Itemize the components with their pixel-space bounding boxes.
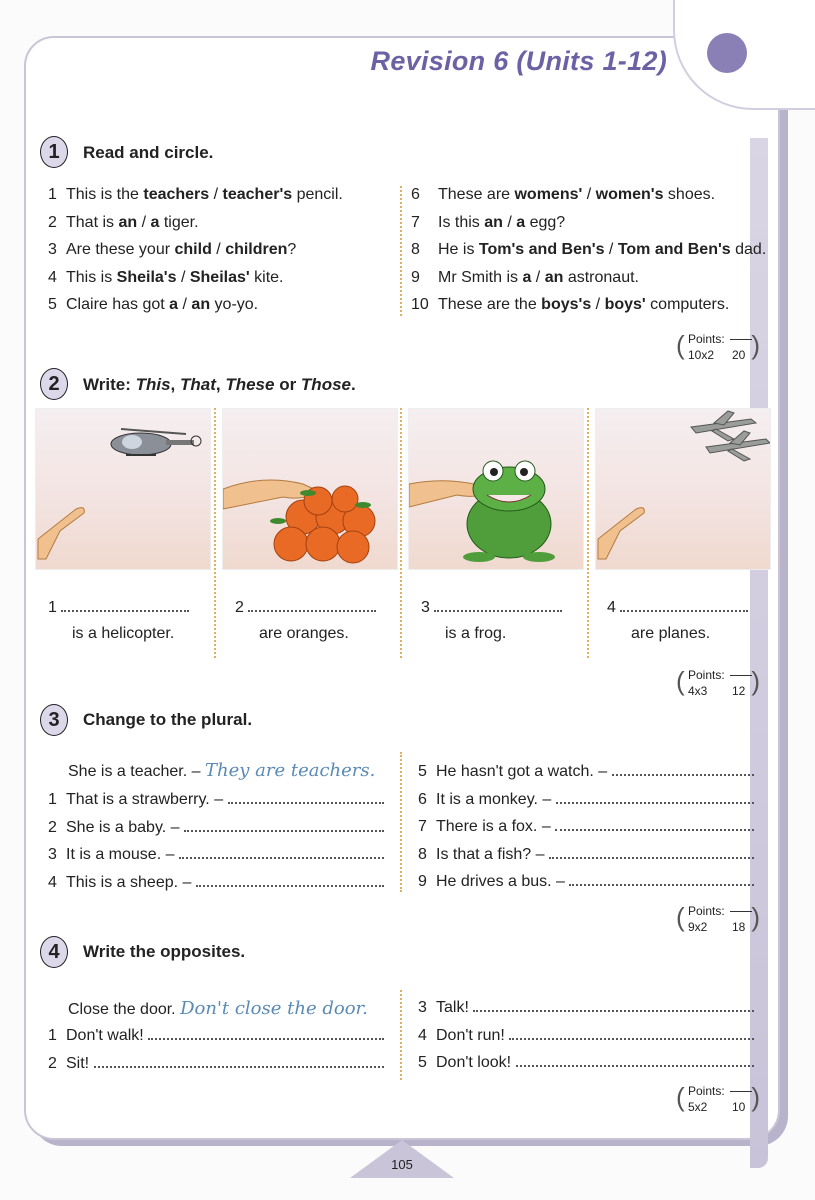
points-label: Points: [688,904,725,918]
item-number: 5 [418,1054,427,1071]
points-label: Points: [688,668,725,682]
exercise-2-divider-1 [214,408,216,658]
exercise-4-number: 4 [40,936,68,968]
list-item [418,817,754,836]
item-text: There is a fox. – [436,818,551,835]
list-item [48,873,384,892]
list-item [48,214,199,232]
item-number: 2 [235,599,244,616]
answer-line [48,598,189,617]
item-text: Sit! [66,1054,90,1072]
list-item [48,1054,384,1073]
item-number: 2 [48,213,57,231]
exercise-2-divider-3 [587,408,589,658]
list-item [48,241,296,259]
answer-line [607,598,748,617]
answer-blank[interactable] [196,873,384,887]
item-number: 4 [48,268,57,286]
exercise-4-points: ( ) Points: 5x2 10 [676,1082,760,1114]
list-item [418,1053,754,1072]
example-prompt: Close the door. [68,1001,176,1018]
answer-text: are oranges. [259,625,349,642]
list-item [48,845,384,864]
list-item [48,1026,384,1045]
points-calc: 5x2 [688,1100,708,1114]
item-number: 1 [48,186,57,203]
exercise-2-title: Write: This, That, These or Those. [83,375,356,394]
item-text: These are the boys's / boys' computers. [438,296,730,313]
answer-text: is a frog. [445,625,507,642]
page-number [350,1140,454,1180]
frog-illustration [409,409,583,569]
list-item [418,762,754,781]
points-total: 18 [732,920,746,934]
item-number: 10 [411,296,429,313]
answer-line [235,598,376,617]
list-item [411,269,639,287]
points-total: 20 [732,348,746,362]
list-item [48,186,343,204]
points-total: 10 [732,1100,746,1114]
item-text: This is Sheila's / Sheilas' kite. [66,268,284,286]
item-number: 8 [411,241,420,258]
answer-blank[interactable] [516,1053,754,1067]
list-item [411,296,729,314]
answer-blank[interactable] [555,817,754,831]
exercise-3-points: ( ) Points: 9x2 18 [676,902,760,934]
answer-blank[interactable] [473,998,754,1012]
item-text: These are womens' / women's shoes. [438,186,716,203]
exercise-3-example [68,760,375,781]
picture-oranges [222,408,398,570]
list-item [418,1026,754,1045]
answer-blank[interactable] [620,598,748,612]
answer-blank[interactable] [228,790,384,804]
list-item [411,214,565,232]
item-text: He hasn't got a watch. – [436,763,608,780]
picture-frog [408,408,584,570]
example-answer: Don't close the door. [180,998,368,1019]
exercise-1-title: Read and circle. [83,143,214,162]
item-number: 5 [418,763,427,780]
example-prompt: She is a teacher. – [68,763,201,780]
item-number: 4 [48,873,57,891]
points-calc: 4x3 [688,684,708,698]
picture-helicopter [35,408,211,570]
item-number: 6 [418,790,427,808]
exercise-4-title: Write the opposites. [83,942,246,961]
item-text: That is a strawberry. – [66,791,224,808]
item-text: Is that a fish? – [436,845,545,863]
item-number: 3 [48,846,57,863]
item-number: 4 [418,1026,427,1044]
points-label: Points: [688,332,725,346]
list-item [418,845,754,864]
corner-dot-icon [707,33,747,73]
item-text: It is a mouse. – [66,846,175,863]
item-text: Are these your child / children? [66,241,297,258]
exercise-2-points: ( ) Points: 4x3 12 [676,666,760,698]
item-number: 1 [48,791,57,808]
item-text: Don't look! [436,1054,512,1071]
exercise-1-points: ( ) Points: 10x2 20 [676,330,760,362]
list-item [418,872,754,891]
answer-blank[interactable] [612,762,754,776]
item-text: That is an / a tiger. [66,213,199,231]
answer-text: are planes. [631,625,711,642]
item-number: 4 [607,599,616,616]
item-number: 3 [418,999,427,1016]
item-text: Don't run! [436,1026,505,1044]
item-text: This is the teachers / teacher's pencil. [66,186,343,203]
exercise-3-number: 3 [40,704,68,736]
exercise-1-number: 1 [40,136,68,168]
item-text: Don't walk! [66,1027,144,1044]
list-item [48,269,284,287]
item-text: This is a sheep. – [66,873,192,891]
item-number: 2 [48,1054,57,1072]
answer-blank[interactable] [94,1054,384,1068]
item-number: 1 [48,599,57,616]
item-number: 7 [411,213,420,231]
answer-blank[interactable] [248,598,376,612]
item-number: 9 [411,268,420,286]
list-item [411,241,766,259]
answer-blank[interactable] [61,598,189,612]
item-number: 2 [48,818,57,836]
item-number: 7 [418,818,427,835]
planes-illustration [596,409,770,569]
exercise-3-divider [400,752,402,892]
item-number: 3 [421,599,430,616]
example-answer: They are teachers. [204,760,376,781]
answer-blank[interactable] [434,598,562,612]
exercise-2-number: 2 [40,368,68,400]
answer-blank[interactable] [569,872,754,886]
item-text: Mr Smith is a / an astronaut. [438,268,639,286]
points-total: 12 [732,684,746,698]
exercise-4-divider [400,990,402,1080]
item-number: 6 [411,186,420,203]
item-number: 8 [418,845,427,863]
picture-planes [595,408,771,570]
answer-blank[interactable] [184,818,384,832]
page-title: Revision 6 (Units 1-12) [370,46,667,76]
answer-blank[interactable] [179,845,384,859]
list-item [411,186,715,204]
helicopter-illustration [36,409,210,569]
exercise-4-example [68,998,368,1019]
item-number: 5 [48,296,57,313]
oranges-illustration [223,409,397,569]
item-text: Claire has got a / an yo-yo. [66,296,259,313]
list-item [418,790,754,809]
list-item [418,998,754,1017]
item-text: It is a monkey. – [436,790,552,808]
exercise-2-divider-2 [400,408,402,658]
points-label: Points: [688,1084,725,1098]
item-text: Is this an / a egg? [438,213,566,231]
exercise-3-title: Change to the plural. [83,710,253,729]
answer-line [421,598,562,617]
answer-blank[interactable] [148,1026,384,1040]
points-calc: 10x2 [688,348,715,362]
answer-blank[interactable] [556,790,754,804]
item-text: Talk! [436,999,469,1016]
list-item [48,296,258,314]
list-item [48,818,384,837]
list-item [48,790,384,809]
answer-blank[interactable] [549,845,754,859]
item-text: He drives a bus. – [436,873,565,890]
item-number: 3 [48,241,57,258]
answer-text: is a helicopter. [72,625,175,642]
item-number: 9 [418,873,427,890]
answer-blank[interactable] [509,1026,754,1040]
exercise-1-divider [400,186,402,316]
points-calc: 9x2 [688,920,708,934]
item-text: He is Tom's and Ben's / Tom and Ben's dad. [438,241,767,258]
page-number-text: 105 [391,1157,413,1172]
item-text: She is a baby. – [66,818,180,836]
item-number: 1 [48,1027,57,1044]
